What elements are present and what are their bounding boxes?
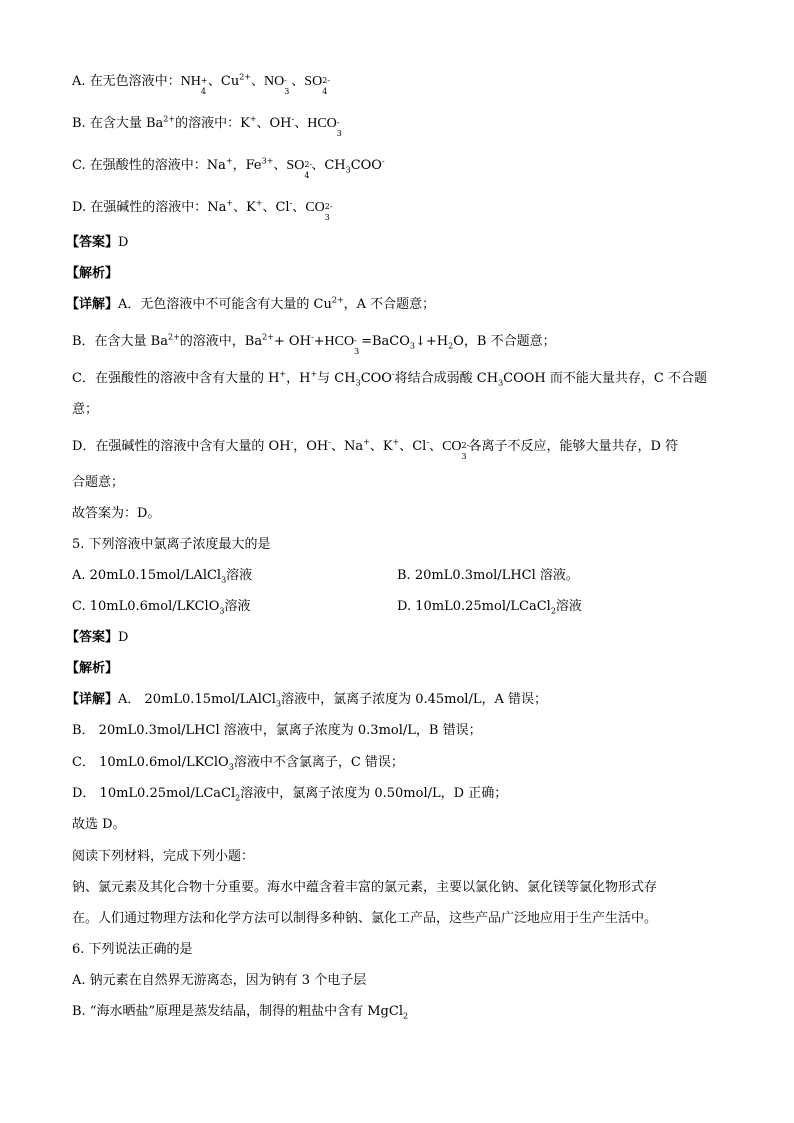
q5-stem: 5. 下列溶液中氯离子浓度最大的是 bbox=[72, 537, 271, 552]
q6-option-b: B. “海水晒盐”原理是蒸发结晶，制得的粗盐中含有 MgCl$_2$ bbox=[72, 1004, 409, 1021]
reading-paragraph-line-1: 钠、氯元素及其化合物十分重要。海水中蕴含着丰富的氯元素，主要以氯化钠、氯化镁等氯化物形式存 bbox=[72, 880, 658, 895]
q5-answer: 【答案】D bbox=[66, 630, 129, 645]
q5-detail-line-1: 【详解】A． 20mL0.15mol/LAlCl$_3$溶液中，氯离子浓度为 0.45mol/L，A 错误； bbox=[66, 692, 547, 709]
q4-answer: 【答案】D bbox=[66, 235, 129, 250]
q4-detail-line-2: B．在含大量 $Ba^{2+}$的溶液中，$Ba^{2+}+ OH^-+HCO$ - 3 $=BaCO_3↓+H_2O$，B 不合题意； bbox=[72, 332, 556, 356]
q4-detail-line-4: 意； bbox=[72, 402, 99, 417]
reading-intro: 阅读下列材料，完成下列小题： bbox=[72, 849, 255, 864]
reading-paragraph-line-2: 在。人们通过物理方法和化学方法可以制得多种钠、氯化工产品，这些产品广泛地应用于生产生活中。 bbox=[72, 911, 658, 926]
q5-detail-line-5: 故选 D。 bbox=[72, 817, 126, 832]
q4-detail-line-5: D．在强碱性的溶液中含有大量的 OH-，OH-、Na+、K+、Cl-、CO 2- 3 各离子不反应，能够大量共存，D 符 bbox=[72, 437, 679, 461]
q4-detail-line-7: 故答案为：D。 bbox=[72, 506, 161, 521]
q5-option-c: C. 10mL0.6mol/LKClO$_3$溶液 bbox=[72, 599, 251, 616]
q5-option-a: A. 20mL0.15mol/LAlCl$_3$溶液 bbox=[72, 568, 253, 585]
q4-option-c: C. 在强酸性的溶液中：Na+，$Fe^{3+}$、SO 2- 4 、$CH_3COO^-$ bbox=[72, 156, 385, 180]
q4-option-d: D. 在强碱性的溶液中：Na+、K+、Cl-、CO 2- 3 bbox=[72, 198, 333, 222]
q5-analysis-title: 【解析】 bbox=[66, 661, 119, 676]
q4-detail-line-3: C．在强酸性的溶液中含有大量的 H+，H+与 $CH_3COO^-$将结合成弱酸 $CH_3COOH$ 而不能大量共存，C 不合题 bbox=[72, 369, 707, 388]
q4-analysis-title: 【解析】 bbox=[66, 266, 119, 281]
q5-option-b: B. 20mL0.3mol/LHCl 溶液。 bbox=[397, 568, 579, 583]
q6-option-a: A. 钠元素在自然界无游离态，因为钠有 3 个电子层 bbox=[72, 973, 367, 988]
q4-option-a: A. 在无色溶液中：NH + 4 、$Cu^{2+}$、NO - 3 、SO 2- 4 bbox=[72, 72, 330, 96]
q6-stem: 6. 下列说法正确的是 bbox=[72, 942, 193, 957]
q4-detail-line-1: 【详解】A．无色溶液中不可能含有大量的 $Cu^{2+}$，A 不合题意； bbox=[66, 295, 436, 312]
q5-detail-line-4: D． 10mL0.25mol/LCaCl$_2$溶液中，氯离子浓度为 0.50mol/L，D 正确； bbox=[72, 786, 508, 803]
q5-detail-line-3: C． 10mL0.6mol/LKClO$_3$溶液中不含氯离子，C 错误； bbox=[72, 755, 404, 772]
q5-option-d: D. 10mL0.25mol/LCaCl$_2$溶液 bbox=[397, 599, 582, 616]
q5-detail-line-2: B． 20mL0.3mol/LHCl 溶液中，氯离子浓度为 0.3mol/L，B 错误； bbox=[72, 723, 482, 738]
q4-option-b: B. 在含大量 $Ba^{2+}$的溶液中：K+、OH-、HCO - 3 bbox=[72, 114, 342, 138]
q4-detail-line-6: 合题意； bbox=[72, 475, 125, 490]
